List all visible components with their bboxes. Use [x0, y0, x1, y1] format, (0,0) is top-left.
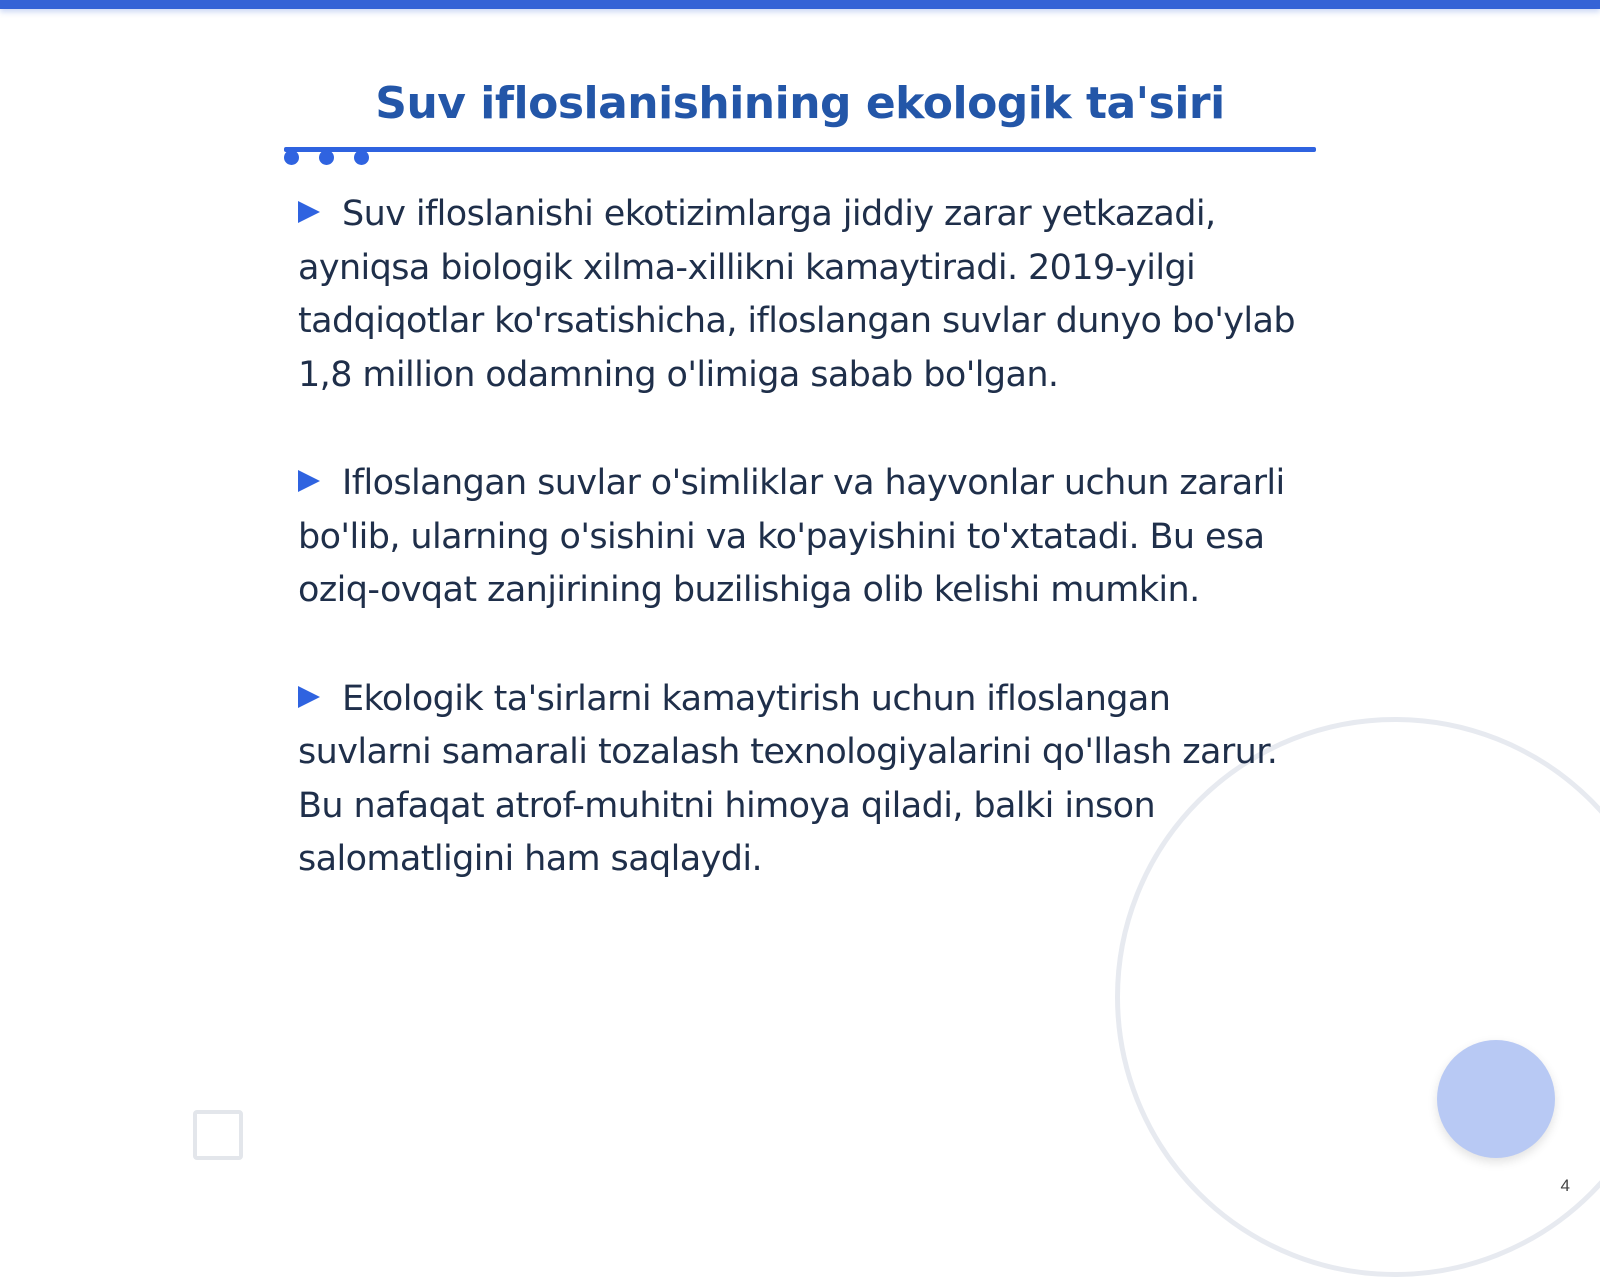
bullet-item: [298, 673, 1308, 887]
bullet-item: [298, 188, 1308, 402]
title-dot: [354, 150, 369, 165]
top-accent-bar: [0, 0, 1600, 9]
slide-title: Suv ifloslanishining ekologik ta'siri: [375, 78, 1225, 129]
triangle-right-icon: [298, 686, 320, 708]
bullet-item: [298, 457, 1308, 618]
title-dot: [284, 150, 299, 165]
decorative-square: [193, 1110, 243, 1160]
bullet-list: [298, 188, 1308, 942]
slide-number: 4: [1560, 1176, 1570, 1195]
title-dot: [319, 150, 334, 165]
triangle-right-icon: [298, 201, 320, 223]
triangle-right-icon: [298, 470, 320, 492]
bullet-text: Suv ifloslanishi ekotizimlarga jiddiy zarar yetkazadi, ayniqsa biologik xilma-xillikni kamaytiradi. 2019-yilgi tadqiqotlar ko'rsatishicha, ifloslangan suvlar dunyo bo'ylab 1,8 million odamning o'limiga sabab bo'lgan.: [298, 194, 1295, 395]
bullet-text: Ekologik ta'sirlarni kamaytirish uchun ifloslangan suvlarni samarali tozalash texnologiyalarini qo'llash zarur. Bu nafaqat atrof-muhitni himoya qiladi, balki inson salomatligini ham saqlaydi.: [298, 678, 1278, 879]
decorative-circle: [1437, 1040, 1555, 1158]
title-underline: [284, 147, 1316, 152]
bullet-text: Ifloslangan suvlar o'simliklar va hayvonlar uchun zararli bo'lib, ularning o'sishini va ko'payishini to'xtatadi. Bu esa oziq-ovqat zanjirining buzilishiga olib kelishi mumkin.: [298, 463, 1285, 610]
